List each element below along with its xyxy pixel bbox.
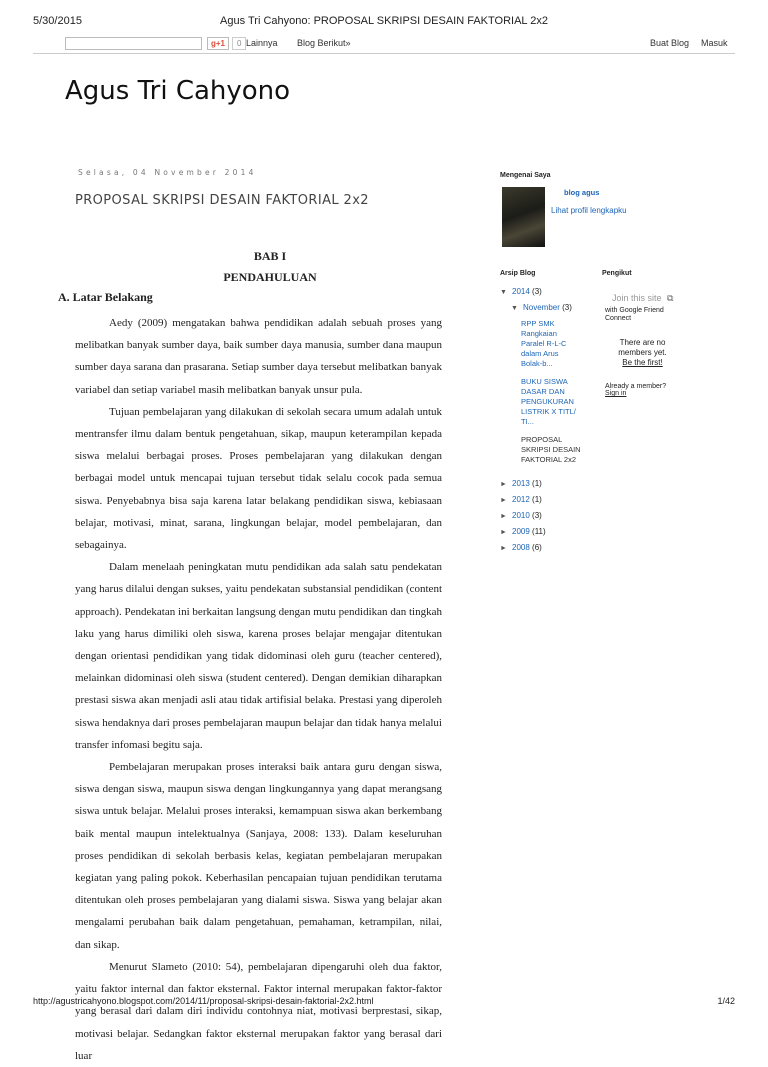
paragraph: Menurut Slameto (2010: 54), pembelajaran dipengaruhi oleh dua faktor, yaitu faktor internal dan faktor eksternal. Faktor internal merupakan faktor-faktor yang berasal dari dalam diri individu contohnya niat, motivasi berprestasi, sikap, motivasi belajar. Sedangkan faktor eksternal merupakan faktor yang berasal dari luar — [75, 960, 442, 1062]
expand-right-icon[interactable]: ► — [500, 513, 507, 520]
archive-post-link[interactable]: RPP SMK Rangkaian Paralel R-L-C dalam Arus Bolak-b... — [521, 319, 567, 368]
archive-year-label[interactable]: 2008 — [512, 543, 530, 552]
be-first-link[interactable]: Be the first! — [622, 358, 663, 367]
archive-count: (3) — [562, 303, 572, 312]
section-heading: A. Latar Belakang — [58, 290, 153, 304]
archive-year-label[interactable]: 2012 — [512, 495, 530, 504]
blog-archive — [500, 287, 595, 559]
chapter-number: BAB I — [253, 249, 287, 263]
archive-count: (1) — [532, 479, 542, 488]
followers-widget — [605, 293, 680, 397]
profile-link[interactable]: Lihat profil lengkapku — [551, 206, 627, 215]
gfc-label: with Google Friend Connect — [605, 307, 664, 322]
archive-year-label[interactable]: 2013 — [512, 479, 530, 488]
archive-year[interactable] — [500, 527, 595, 543]
print-date: 5/30/2015 — [33, 15, 82, 27]
no-members-text: There are no members yet. — [618, 338, 667, 357]
paragraph: Tujuan pembelajaran yang dilakukan di sekolah secara umum adalah untuk mentransfer ilmu dalam bentuk pengetahuan, sikap, maupun keterampilan kepada siswa melalui berbagai proses. Proses pembelajaran yang dilakukan dengan berbagai model untuk mencapai tujuan tersebut tidak selalu cocok pada semua siswa. Penyebabnya bisa saja karena latar belakang pendidikan siswa, kebiasaan belajar, motivasi, minat, sarana, lingkungan belajar, model pembelajaran, dan sebagainya. — [75, 405, 442, 552]
archive-month-label[interactable]: November — [523, 303, 560, 312]
expand-down-icon[interactable]: ▼ — [511, 305, 518, 312]
print-title: Agus Tri Cahyono: PROPOSAL SKRIPSI DESAIN FAKTORIAL 2x2 — [220, 15, 548, 27]
gplus-button[interactable]: g+1 — [207, 37, 229, 50]
post-title[interactable]: PROPOSAL SKRIPSI DESAIN FAKTORIAL 2x2 — [75, 193, 369, 208]
archive-year[interactable] — [500, 543, 595, 559]
more-link[interactable]: Lainnya — [246, 38, 278, 48]
archive-count: (1) — [532, 495, 542, 504]
gplus-count: 0 — [232, 37, 246, 50]
profile-photo[interactable] — [502, 187, 545, 247]
archive-year-label[interactable]: 2010 — [512, 511, 530, 520]
archive-count: (11) — [532, 527, 546, 536]
archive-heading: Arsip Blog — [500, 270, 536, 277]
archive-count: (3) — [532, 511, 542, 520]
archive-year-label[interactable]: 2014 — [512, 287, 530, 296]
archive-post-current: PROPOSAL SKRIPSI DESAIN FAKTORIAL 2x2 — [521, 435, 581, 464]
expand-down-icon[interactable]: ▼ — [500, 289, 507, 296]
paragraph: Pembelajaran merupakan proses interaksi baik antara guru dengan siswa, siswa dengan siswa, maupun siswa dengan lingkungannya yang dapat merangsang siswa untuk belajar. Melalui proses interaksi, kemampuan siswa akan berkembang baik mental maupun intelektualnya (Sanjaya, 2008: 133). Dalam keseluruhan proses pendidikan di sekolah berbasis kelas, kegiatan pembelajaran merupakan kegiatan yang paling pokok. Keberhasilan pencapaian tujuan pendidikan terutama ditentukan oleh proses pembelajaran yang dialami siswa. Siswa yang belajar akan mengalami perubahan baik dalam pengetahuan, pemahaman, ketrampilan, nilai, dan sikap. — [75, 761, 442, 951]
sign-in-link[interactable]: Masuk — [701, 38, 728, 48]
archive-month[interactable] — [500, 303, 595, 319]
about-heading: Mengenai Saya — [500, 172, 551, 179]
expand-right-icon[interactable]: ► — [500, 545, 507, 552]
blogger-navbar — [33, 36, 735, 54]
search-input[interactable] — [65, 37, 202, 50]
archive-count: (3) — [532, 287, 542, 296]
archive-year-label[interactable]: 2009 — [512, 527, 530, 536]
blog-title[interactable]: Agus Tri Cahyono — [65, 76, 291, 106]
expand-icon[interactable]: ⧉ — [667, 293, 674, 303]
create-blog-link[interactable]: Buat Blog — [650, 38, 690, 48]
profile-name-link[interactable]: blog agus — [564, 188, 600, 197]
archive-year[interactable] — [500, 511, 595, 527]
archive-year[interactable] — [500, 495, 595, 511]
paragraph: Aedy (2009) mengatakan bahwa pendidikan adalah sebuah proses yang melibatkan banyak sumber daya, baik sumber daya manusia, sumber dana maupun sumber daya sarana dan prasarana. Setiap sumber daya tersebut melibatkan banyak variabel dan setiap variabel masih melibatkan banyak unsur pula. — [75, 317, 442, 396]
archive-year[interactable] — [500, 287, 595, 303]
archive-year[interactable] — [500, 479, 595, 495]
post-body — [75, 312, 442, 1067]
paragraph: Dalam menelaah peningkatan mutu pendidikan ada salah satu pendekatan yang harus dilalui dengan sukses, yaitu pendekatan substansial pendidikan (content approach). Pendekatan ini berkaitan langsung dengan mutu pendidikan dan tingkah laku yang harus dimiliki oleh siswa, karena proses belajar mengajar ditentukan dengan orientasi pendidikan yang tidak didominasi oleh guru (teacher centered), melainkan didominasi oleh siswa (student centered). Dengan demikian diharapkan prestasi siswa akan menjadi asli atau tidak artifisial belaka. Prestasi yang diperoleh siswa hendaknya dari proses pembelajaran maupun belajar dan tidak hanya melalui transfer infomasi begitu saja. — [75, 561, 442, 751]
archive-count: (6) — [532, 543, 542, 552]
expand-right-icon[interactable]: ► — [500, 529, 507, 536]
join-site-link[interactable]: Join this site — [612, 293, 662, 303]
page-number: 1/42 — [717, 996, 735, 1006]
archive-post-link[interactable]: BUKU SISWA DASAR DAN PENGUKURAN LISTRIK X TITL/ TI... — [521, 377, 576, 426]
page-url: http://agustricahyono.blogspot.com/2014/11/proposal-skripsi-desain-faktorial-2x2.html — [33, 996, 374, 1006]
expand-right-icon[interactable]: ► — [500, 481, 507, 488]
expand-right-icon[interactable]: ► — [500, 497, 507, 504]
already-member-text: Already a member? — [605, 383, 667, 390]
followers-heading: Pengikut — [602, 270, 632, 277]
sign-in-link[interactable]: Sign in — [605, 390, 627, 397]
next-blog-link[interactable]: Blog Berikut» — [297, 38, 351, 48]
post-date: Selasa, 04 November 2014 — [78, 168, 257, 177]
chapter-title: PENDAHULUAN — [223, 270, 317, 284]
